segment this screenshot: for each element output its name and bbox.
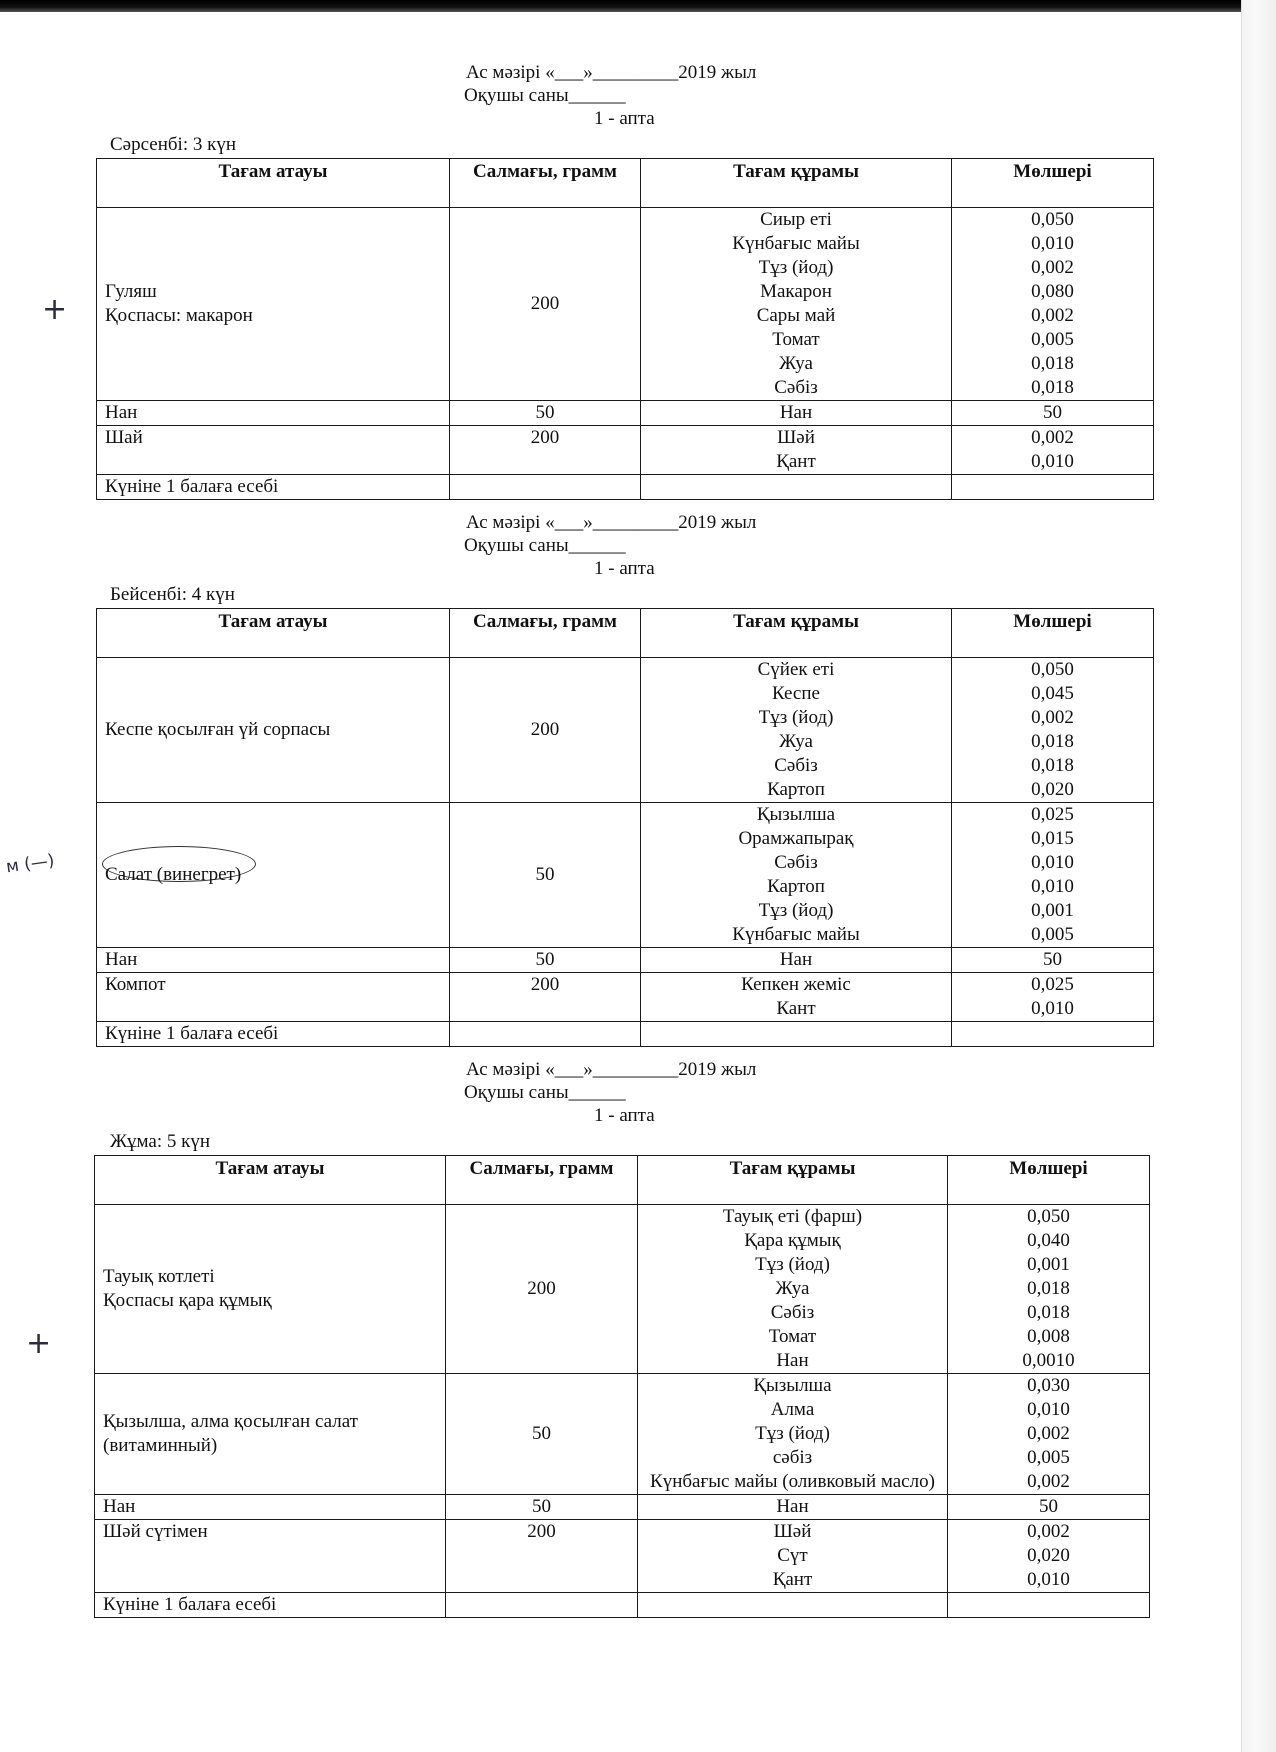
ingredient-quantity: 0,025 (1031, 804, 1074, 825)
dish-name: Қоспасы: макарон (105, 305, 253, 326)
day-label: Бейсенбі: 4 күн (110, 584, 235, 605)
quantities-cell (952, 973, 1154, 1022)
day-label: Сәрсенбі: 3 күн (110, 134, 236, 155)
ingredient-name: Тұз (йод) (755, 1423, 830, 1444)
dish-name: Нан (103, 1496, 136, 1517)
ingredients-cell (638, 1205, 948, 1374)
handwritten-plus-mark: + (26, 1326, 52, 1361)
dish-row (97, 948, 1154, 973)
menu-title: Ас мәзірі «___»_________2019 жыл (466, 1059, 757, 1080)
ingredient-quantity: 0,018 (1027, 1302, 1070, 1323)
ingredient-quantity: 0,020 (1031, 779, 1074, 800)
week-label: 1 - апта (594, 1105, 655, 1126)
ingredient-quantity: 0,002 (1031, 427, 1074, 448)
ingredient-quantity: 0,025 (1031, 974, 1074, 995)
menu-title: Ас мәзірі «___»_________2019 жыл (466, 62, 757, 83)
ingredient-quantity: 0,018 (1031, 755, 1074, 776)
ingredients-cell (641, 401, 952, 426)
ingredient-name: Тұз (йод) (758, 257, 834, 278)
quantities-cell (948, 1495, 1150, 1520)
ingredient-name: Сүйек еті (757, 659, 835, 680)
ingredient-name: Томат (768, 1326, 817, 1347)
column-header: Тағам атауы (97, 609, 450, 658)
quantities-cell (948, 1520, 1150, 1593)
dish-name: (витаминный) (103, 1435, 218, 1456)
dish-name: Шәй сүтімен (103, 1521, 208, 1542)
ingredient-name: Қант (772, 1569, 813, 1590)
dish-weight: 50 (532, 1423, 551, 1444)
table-header-row (97, 609, 1154, 658)
ingredient-quantity: 0,018 (1027, 1278, 1070, 1299)
ingredient-quantity: 0,010 (1027, 1399, 1070, 1420)
daily-total-label (95, 1593, 446, 1618)
daily-total-row (97, 475, 1154, 500)
ingredients-cell (641, 658, 952, 803)
ingredient-quantity: 0,002 (1027, 1423, 1070, 1444)
quantities-cell (952, 208, 1154, 401)
dish-weight: 50 (535, 864, 555, 885)
dish-name-cell (97, 401, 450, 426)
ingredient-name: Сары май (756, 305, 836, 326)
dish-weight: 200 (527, 1278, 556, 1299)
column-header: Мөлшері (948, 1156, 1150, 1205)
daily-total-ingredients-cell (641, 475, 952, 500)
column-header: Тағам атауы (97, 159, 450, 208)
ingredient-name: Сәбіз (774, 852, 818, 873)
dish-weight-cell (446, 1374, 638, 1495)
dish-weight-cell (446, 1520, 638, 1593)
dish-row (95, 1520, 1150, 1593)
column-header: Салмағы, грамм (446, 1156, 638, 1205)
column-header: Тағам құрамы (638, 1156, 948, 1205)
dish-name: Компот (105, 974, 166, 995)
ingredient-quantity: 0,002 (1031, 257, 1074, 278)
ingredient-name: Сиыр еті (760, 209, 832, 230)
ingredient-quantity: 0,010 (1031, 451, 1074, 472)
menu-table (96, 158, 1154, 500)
daily-total-text: Күніне 1 балаға есебі (103, 1594, 277, 1615)
quantities-cell (952, 426, 1154, 475)
ingredient-name: Кеспе (772, 683, 820, 704)
dish-name: Гуляш (105, 281, 157, 302)
column-header: Салмағы, грамм (450, 159, 641, 208)
daily-total-label (97, 475, 450, 500)
ingredient-name: Шәй (777, 427, 815, 448)
menu-title: Ас мәзірі «___»_________2019 жыл (466, 512, 757, 533)
dish-name: Қызылша, алма қосылған салат (103, 1411, 358, 1432)
day-label: Жұма: 5 күн (110, 1131, 211, 1152)
dish-name-cell (97, 426, 450, 475)
dish-name-cell (95, 1495, 446, 1520)
handwritten-note-mark: м (—) (4, 850, 56, 878)
ingredient-name: Сәбіз (774, 377, 818, 398)
dish-weight-cell (450, 973, 641, 1022)
ingredient-quantity: 0,010 (1031, 852, 1074, 873)
ingredient-quantity: 0,030 (1027, 1375, 1070, 1396)
ingredient-name: Тауық еті (фарш) (722, 1206, 863, 1227)
ingredient-quantity: 0,010 (1031, 233, 1074, 254)
ingredient-quantity: 0,005 (1031, 924, 1074, 945)
menu-table (94, 1155, 1150, 1618)
daily-total-text: Күніне 1 балаға есебі (105, 1023, 279, 1044)
dish-row (97, 401, 1154, 426)
ingredient-quantity: 0,020 (1027, 1545, 1070, 1566)
column-header: Тағам құрамы (641, 609, 952, 658)
dish-name-cell (95, 1374, 446, 1495)
dish-row (97, 426, 1154, 475)
ingredients-cell (641, 948, 952, 973)
ingredient-quantity: 0,0010 (1022, 1350, 1075, 1371)
ingredient-name: Сүт (777, 1545, 808, 1566)
ingredient-name: Тұз (йод) (758, 900, 834, 921)
ingredient-quantity: 0,005 (1031, 329, 1074, 350)
ingredients-cell (638, 1495, 948, 1520)
ingredient-quantity: 0,015 (1031, 828, 1074, 849)
ingredient-name: Нан (776, 1496, 809, 1517)
scan-border-top (0, 0, 1276, 12)
ingredient-quantity: 50 (1039, 1496, 1058, 1517)
ingredient-quantity: 0,040 (1027, 1230, 1070, 1251)
ingredients-cell (641, 803, 952, 948)
ingredient-quantity: 0,002 (1031, 707, 1074, 728)
dish-weight-cell (450, 401, 641, 426)
dish-row (95, 1495, 1150, 1520)
ingredient-quantity: 0,080 (1031, 281, 1074, 302)
dish-weight-cell (450, 948, 641, 973)
ingredient-name: Тұз (йод) (758, 707, 834, 728)
ingredients-cell (638, 1520, 948, 1593)
ingredient-name: Қара құмық (744, 1230, 841, 1251)
ingredients-cell (641, 426, 952, 475)
ingredient-quantity: 0,001 (1031, 900, 1074, 921)
ingredient-name: Қызылша (753, 1375, 832, 1396)
ingredient-name: Орамжапырақ (738, 828, 854, 849)
quantities-cell (952, 401, 1154, 426)
ingredient-quantity: 0,002 (1031, 305, 1074, 326)
table-header-row (97, 159, 1154, 208)
dish-weight: 50 (535, 949, 555, 970)
dish-name-cell (95, 1520, 446, 1593)
ingredient-name: Жуа (779, 731, 813, 752)
dish-name: Қоспасы қара құмық (103, 1290, 272, 1311)
dish-name-cell (95, 1205, 446, 1374)
scan-border-right (1241, 0, 1276, 1752)
ingredient-name: Кант (776, 998, 816, 1019)
dish-weight: 200 (527, 1521, 556, 1542)
ingredient-quantity: 0,001 (1027, 1254, 1070, 1275)
daily-total-row (97, 1022, 1154, 1047)
ingredient-quantity: 0,018 (1031, 731, 1074, 752)
ingredient-quantity: 0,002 (1027, 1521, 1070, 1542)
ingredient-quantity: 0,010 (1031, 876, 1074, 897)
ingredient-name: Тұз (йод) (755, 1254, 830, 1275)
dish-row (95, 1205, 1150, 1374)
daily-total-text: Күніне 1 балаға есебі (105, 476, 279, 497)
ingredient-name: Жуа (775, 1278, 810, 1299)
student-count-label: Оқушы саны______ (464, 535, 626, 556)
daily-total-label (97, 1022, 450, 1047)
dish-name: Нан (105, 402, 138, 423)
ingredient-quantity: 0,018 (1031, 353, 1074, 374)
ingredient-quantity: 0,008 (1027, 1326, 1070, 1347)
dish-name: Тауық котлеті (103, 1266, 215, 1287)
dish-row (97, 803, 1154, 948)
dish-weight-cell (450, 803, 641, 948)
ingredient-quantity: 0,005 (1027, 1447, 1070, 1468)
daily-total-weight-cell (450, 1022, 641, 1047)
dish-row (97, 208, 1154, 401)
ingredient-name: Сәбіз (770, 1302, 815, 1323)
dish-row (97, 973, 1154, 1022)
dish-name-cell (97, 973, 450, 1022)
ingredient-quantity: 0,018 (1031, 377, 1074, 398)
ingredient-quantity: 0,050 (1027, 1206, 1070, 1227)
menu-table (96, 608, 1154, 1047)
ingredient-quantity: 0,002 (1027, 1471, 1070, 1492)
dish-name: Кеспе қосылған үй сорпасы (105, 719, 331, 740)
ingredient-name: Күнбағыс майы (оливковый масло) (650, 1471, 935, 1492)
column-header: Тағам құрамы (641, 159, 952, 208)
ingredient-name: Картоп (767, 779, 825, 800)
dish-weight-cell (450, 426, 641, 475)
ingredient-quantity: 0,050 (1031, 659, 1074, 680)
dish-name-cell (97, 803, 450, 948)
quantities-cell (948, 1374, 1150, 1495)
daily-total-weight-cell (450, 475, 641, 500)
dish-row (95, 1374, 1150, 1495)
dish-name-cell (97, 208, 450, 401)
daily-total-quantity-cell (952, 475, 1154, 500)
ingredient-name: Сәбіз (774, 755, 818, 776)
ingredient-name: Макарон (760, 281, 832, 302)
dish-weight: 200 (530, 974, 560, 995)
daily-total-quantity-cell (952, 1022, 1154, 1047)
dish-weight-cell (446, 1205, 638, 1374)
dish-name: Шай (105, 427, 143, 448)
ingredient-quantity: 0,010 (1027, 1569, 1070, 1590)
quantities-cell (952, 658, 1154, 803)
dish-weight: 200 (530, 427, 560, 448)
ingredient-name: Қант (776, 451, 816, 472)
ingredient-name: Нан (776, 1350, 809, 1371)
dish-weight-cell (450, 208, 641, 401)
handwritten-plus-mark: + (42, 292, 68, 327)
ingredient-name: Шәй (773, 1521, 812, 1542)
dish-name: Салат (винегрет) (105, 864, 242, 885)
week-label: 1 - апта (594, 558, 655, 579)
ingredient-quantity: 50 (1043, 949, 1062, 970)
ingredient-quantity: 0,045 (1031, 683, 1074, 704)
ingredient-quantity: 50 (1043, 402, 1062, 423)
ingredient-name: Картоп (767, 876, 825, 897)
ingredient-quantity: 0,050 (1031, 209, 1074, 230)
week-label: 1 - апта (594, 108, 655, 129)
ingredients-cell (641, 208, 952, 401)
dish-row (97, 658, 1154, 803)
quantities-cell (952, 803, 1154, 948)
daily-total-ingredients-cell (638, 1593, 948, 1618)
column-header: Мөлшері (952, 159, 1154, 208)
dish-weight: 50 (532, 1496, 551, 1517)
student-count-label: Оқушы саны______ (464, 85, 626, 106)
daily-total-ingredients-cell (641, 1022, 952, 1047)
daily-total-row (95, 1593, 1150, 1618)
column-header: Тағам атауы (95, 1156, 446, 1205)
dish-weight: 200 (530, 719, 560, 740)
table-header-row (95, 1156, 1150, 1205)
dish-weight: 200 (530, 293, 560, 314)
dish-weight-cell (450, 658, 641, 803)
column-header: Салмағы, грамм (450, 609, 641, 658)
ingredient-name: Жуа (779, 353, 813, 374)
dish-weight: 50 (535, 402, 555, 423)
daily-total-weight-cell (446, 1593, 638, 1618)
ingredient-name: Томат (772, 329, 820, 350)
ingredient-name: Күнбағыс майы (732, 233, 860, 254)
dish-weight-cell (446, 1495, 638, 1520)
ingredient-name: Күнбағыс майы (732, 924, 860, 945)
dish-name-cell (97, 948, 450, 973)
ingredient-name: Кепкен жеміс (741, 974, 851, 995)
ingredient-name: сәбіз (772, 1447, 813, 1468)
student-count-label: Оқушы саны______ (464, 1082, 626, 1103)
daily-total-quantity-cell (948, 1593, 1150, 1618)
dish-name: Нан (105, 949, 138, 970)
ingredient-name: Нан (779, 949, 813, 970)
ingredients-cell (641, 973, 952, 1022)
column-header: Мөлшері (952, 609, 1154, 658)
quantities-cell (948, 1205, 1150, 1374)
ingredient-name: Қызылша (756, 804, 836, 825)
dish-name-cell (97, 658, 450, 803)
quantities-cell (952, 948, 1154, 973)
ingredient-name: Алма (770, 1399, 815, 1420)
ingredients-cell (638, 1374, 948, 1495)
ingredient-name: Нан (779, 402, 813, 423)
ingredient-quantity: 0,010 (1031, 998, 1074, 1019)
